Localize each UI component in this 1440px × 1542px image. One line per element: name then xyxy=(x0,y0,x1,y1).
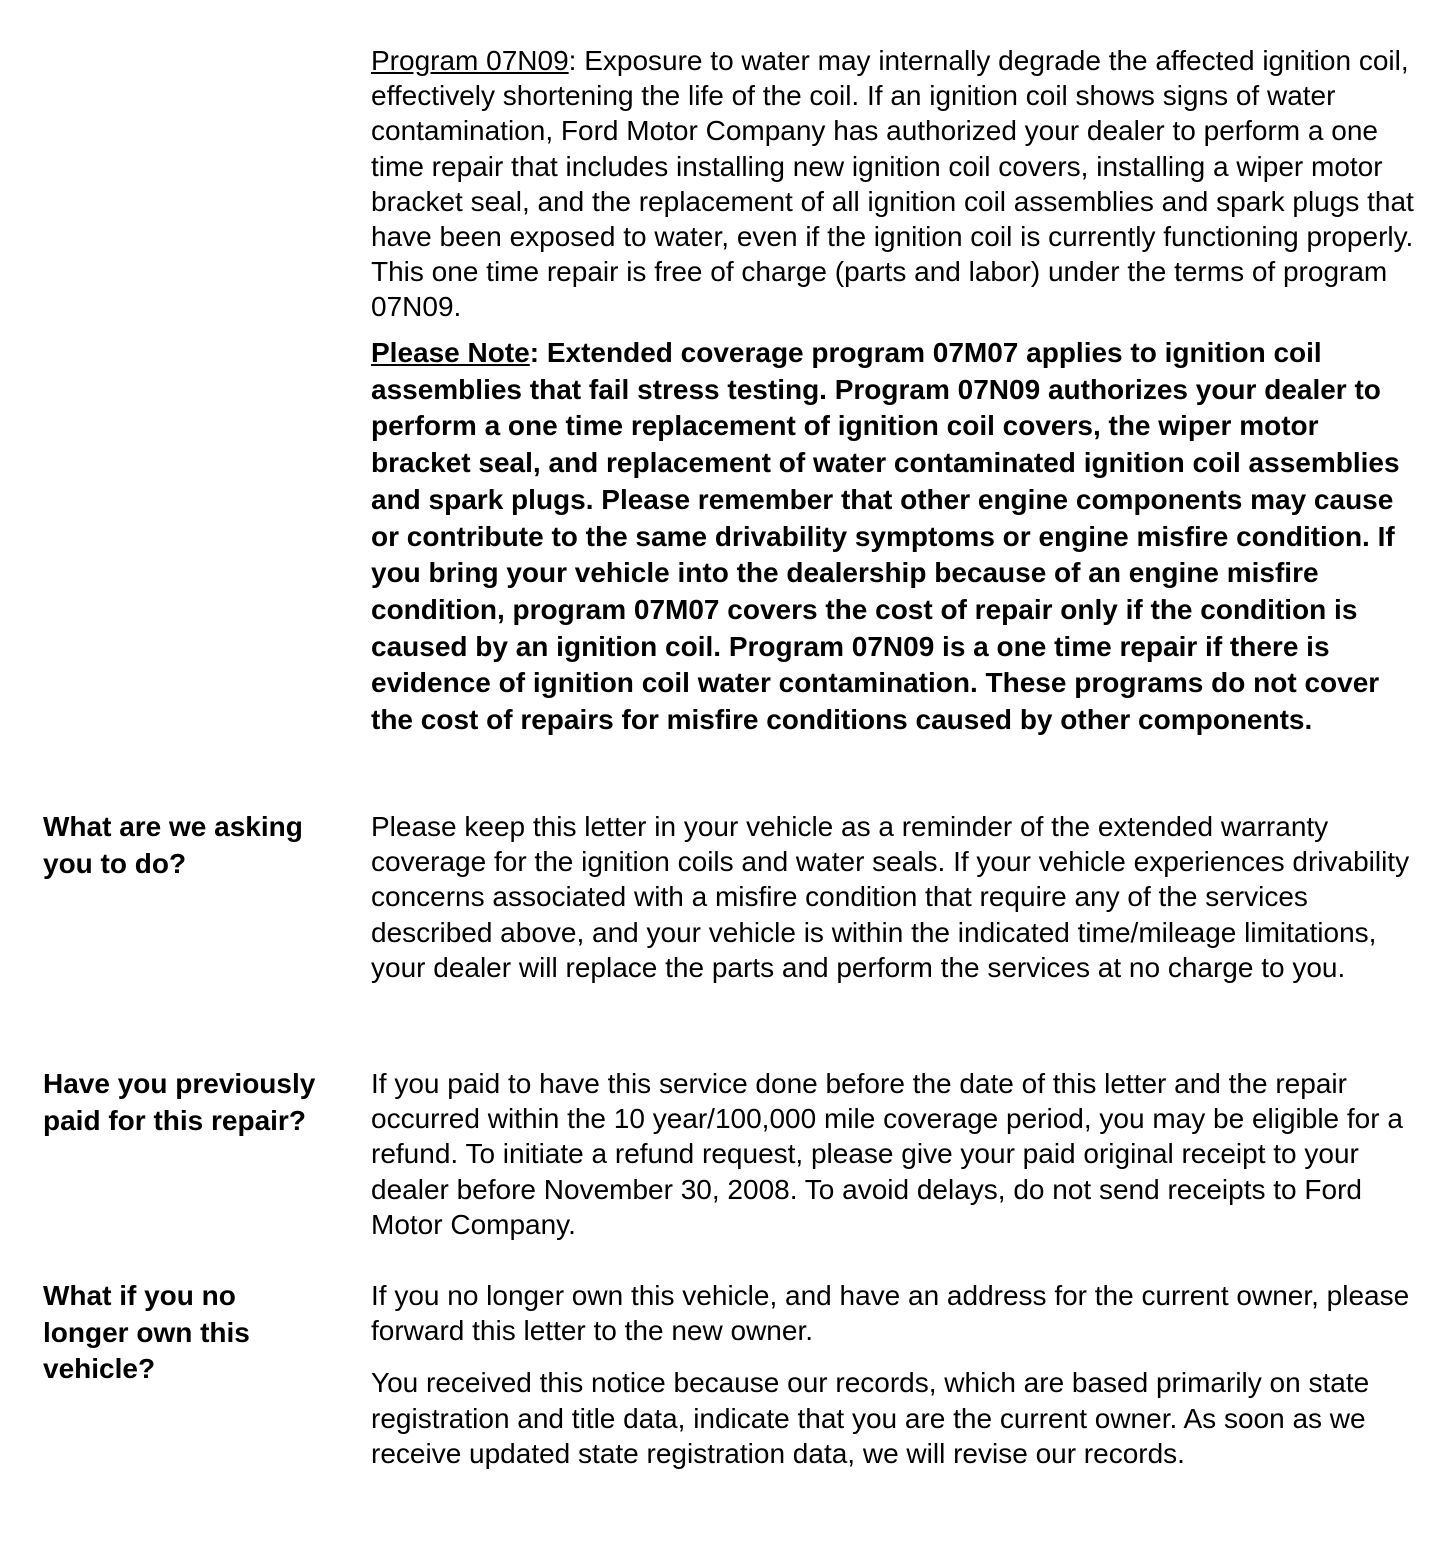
section-paragraph: You received this notice because our records, which are based primarily on state registration and title data, indicate that you are the current owner. As soon as we receive updated state registration data, we will revise our records. xyxy=(371,1367,1370,1469)
please-note-section xyxy=(371,335,1421,739)
section-question: Have you previously paid for this repair? xyxy=(43,1068,316,1136)
please-note-heading: Please Note xyxy=(371,337,530,368)
section-answer xyxy=(371,1278,1421,1471)
program-07n09-text: : Exposure to water may internally degrade the affected ignition coil, effectively shortening the life of the coil. If an ignition coil shows signs of water contamination, Ford Motor Company has authorized your dealer to perform a one time repair that includes installing new ignition coil covers, installing a wiper motor bracket seal, and the replacement of all ignition coil assemblies and spark plugs that have been exposed to water, even if the ignition coil is currently functioning properly. This one time repair is free of charge (parts and labor) under the terms of program 07N09. xyxy=(371,45,1414,323)
program-07n09-heading: Program 07N09 xyxy=(371,45,569,76)
program-07n09-paragraph xyxy=(371,43,1421,325)
program-07n09-section xyxy=(371,43,1421,325)
section-question: What are we asking you to do? xyxy=(43,811,303,879)
section-paragraph: Please keep this letter in your vehicle as a reminder of the extended warranty coverage for the ignition coils and water seals. If your vehicle experiences drivability concerns associated with a misfire condition that require any of the services described above, and your vehicle is within the indicated time/mileage limitations, your dealer will replace the parts and perform the services at no charge to you. xyxy=(371,811,1410,983)
section-paragraph: If you paid to have this service done before the date of this letter and the repair occurred within the 10 year/100,000 mile coverage period, you may be eligible for a refund. To initiate a refund request, please give your paid original receipt to your dealer before November 30, 2008. To avoid delays, do not send receipts to Ford Motor Company. xyxy=(371,1068,1403,1240)
section-answer xyxy=(371,1066,1421,1242)
please-note-text: : Extended coverage program 07M07 applies to ignition coil assemblies that fail stress testing. Program 07N09 authorizes your dealer to perform a one time replacement of ignition coil covers, the wiper motor bracket seal, and replacement of water contaminated ignition coil assemblies and spark plugs. Please remember that other engine components may cause or contribute to the same drivability symptoms or engine misfire condition. If you bring your vehicle into the dealership because of an engine misfire condition, program 07M07 covers the cost of repair only if the condition is caused by an ignition coil. Program 07N09 is a one time repair if there is evidence of ignition coil water contamination. These programs do not cover the cost of repairs for misfire conditions caused by other components. xyxy=(371,337,1400,736)
section-answer xyxy=(371,809,1421,985)
section-question: What if you no longer own this vehicle? xyxy=(43,1280,250,1384)
section-paragraph: If you no longer own this vehicle, and have an address for the current owner, please forward this letter to the new owner. xyxy=(371,1280,1410,1347)
please-note-paragraph xyxy=(371,335,1421,739)
